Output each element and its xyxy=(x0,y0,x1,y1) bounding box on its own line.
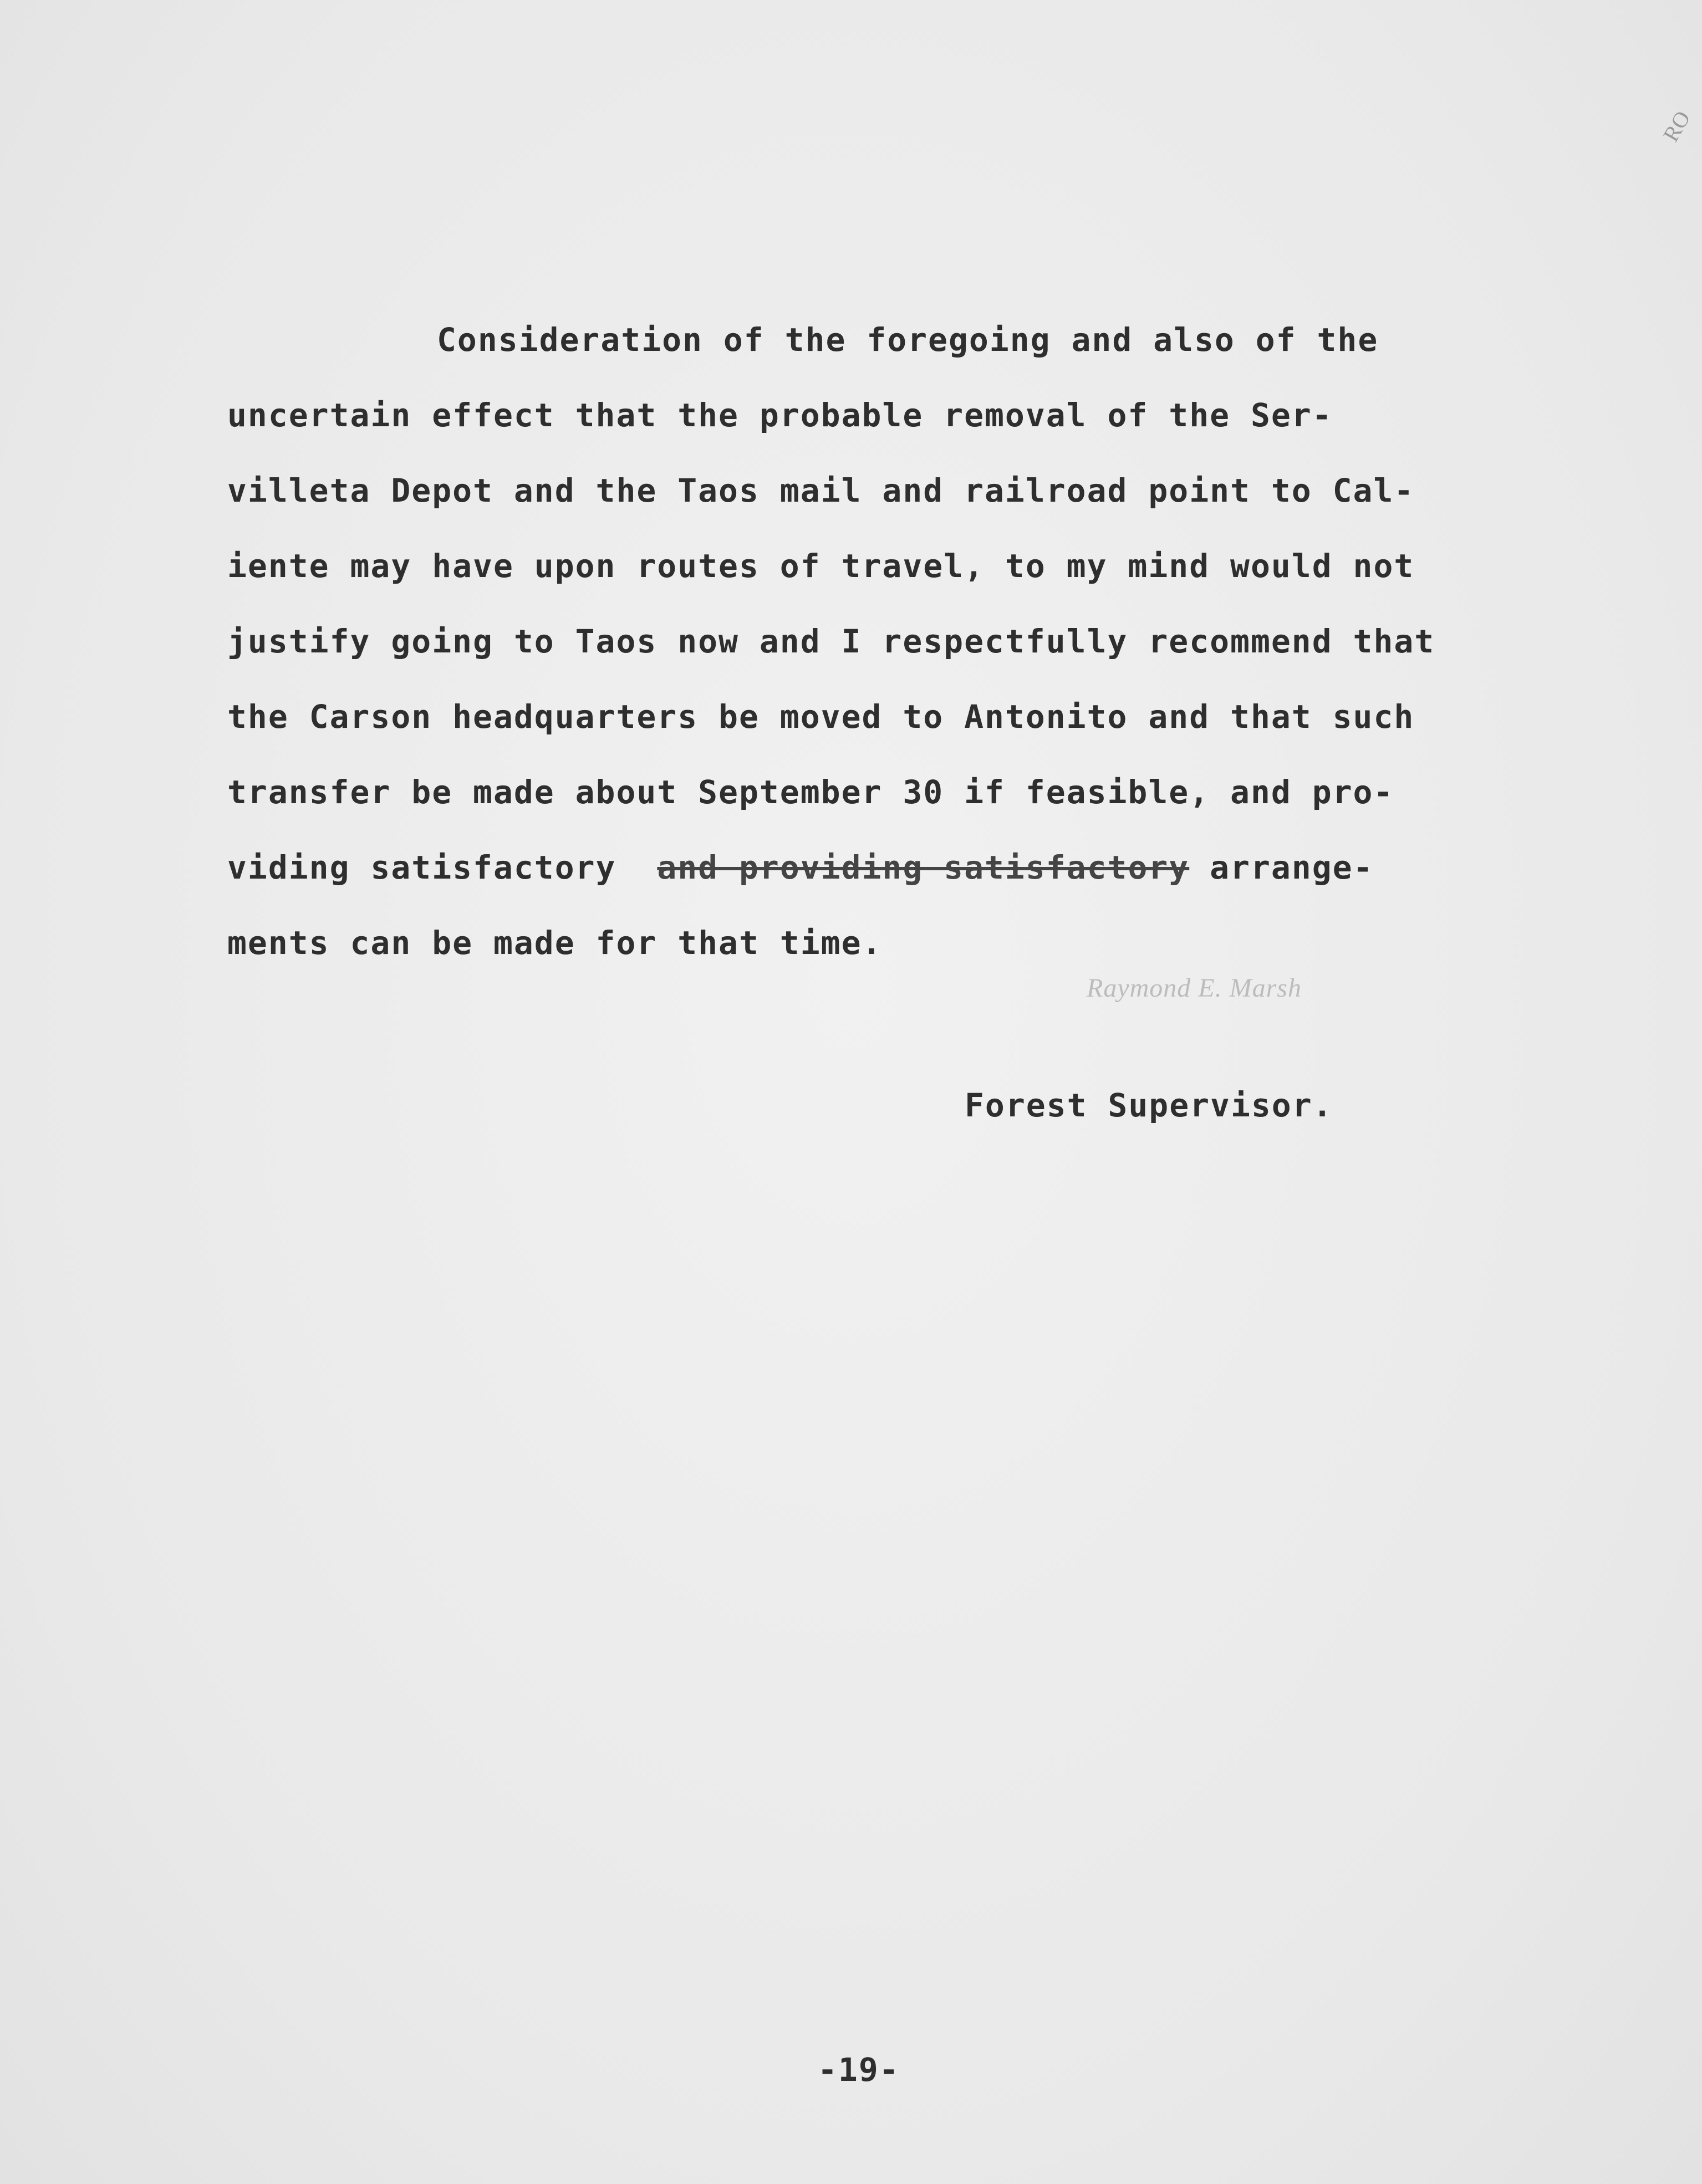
paragraph-line-with-strikeout xyxy=(227,830,1525,905)
paragraph-line: villeta Depot and the Taos mail and railroad point to Cal- xyxy=(227,472,1415,509)
signature: Raymond E. Marsh xyxy=(1087,973,1302,1003)
line-text: viding satisfactory xyxy=(227,849,616,886)
paragraph-line: Consideration of the foregoing and also of the xyxy=(437,321,1379,359)
body-paragraph xyxy=(227,302,1525,981)
paragraph-line: ments can be made for that time. xyxy=(227,924,883,962)
paragraph-line: iente may have upon routes of travel, to my mind would not xyxy=(227,547,1415,585)
struck-through-text: and providing satisfactory xyxy=(657,849,1190,886)
corner-stamp: RO xyxy=(1658,106,1695,146)
paragraph-line: uncertain effect that the probable removal of the Ser- xyxy=(227,396,1333,434)
paragraph-line: transfer be made about September 30 if feasible, and pro- xyxy=(227,773,1394,811)
line-text: arrange- xyxy=(1210,849,1374,886)
signature-title: Forest Supervisor. xyxy=(965,1086,1333,1124)
page-number: -19- xyxy=(818,2051,900,2089)
paragraph-line: justify going to Taos now and I respectfully recommend that xyxy=(227,622,1435,660)
paragraph-line: the Carson headquarters be moved to Antonito and that such xyxy=(227,698,1415,736)
